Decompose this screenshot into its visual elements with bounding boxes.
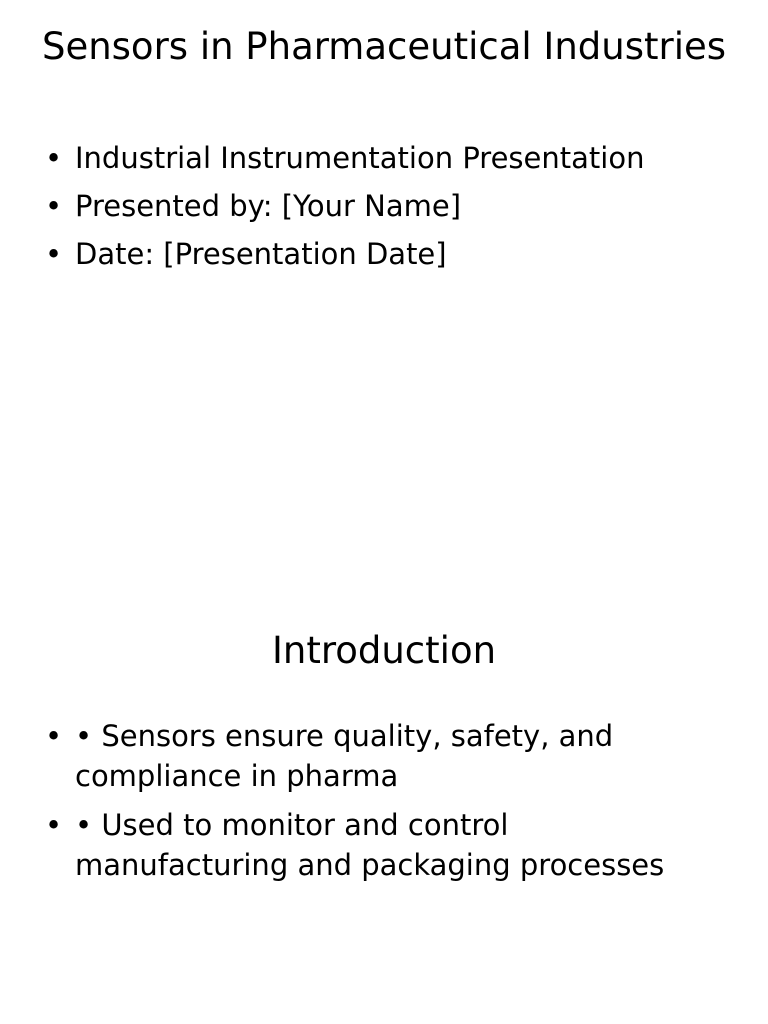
bullet-dot-icon: • [45, 237, 63, 271]
bullet-list [40, 138, 720, 282]
slide-title: Sensors in Pharmaceutical Industries [41, 25, 727, 68]
bullet-item [40, 805, 720, 885]
slide-2 [0, 512, 768, 1024]
bullet-text: Date: [Presentation Date] [75, 237, 447, 271]
bullet-list [40, 716, 720, 894]
bullet-item [40, 234, 720, 274]
bullet-dot-icon: • [45, 189, 63, 223]
bullet-text: Presented by: [Your Name] [75, 189, 462, 223]
bullet-text: • Used to monitor and control manufacturing and packaging processes [75, 808, 665, 882]
bullet-dot-icon: • [45, 808, 63, 842]
bullet-item [40, 716, 720, 796]
slide-title: Introduction [271, 629, 497, 672]
bullet-text: Industrial Instrumentation Presentation [75, 141, 645, 175]
bullet-text: • Sensors ensure quality, safety, and compliance in pharma [75, 719, 614, 793]
bullet-dot-icon: • [45, 719, 63, 753]
bullet-item [40, 186, 720, 226]
bullet-item [40, 138, 720, 178]
bullet-dot-icon: • [45, 141, 63, 175]
